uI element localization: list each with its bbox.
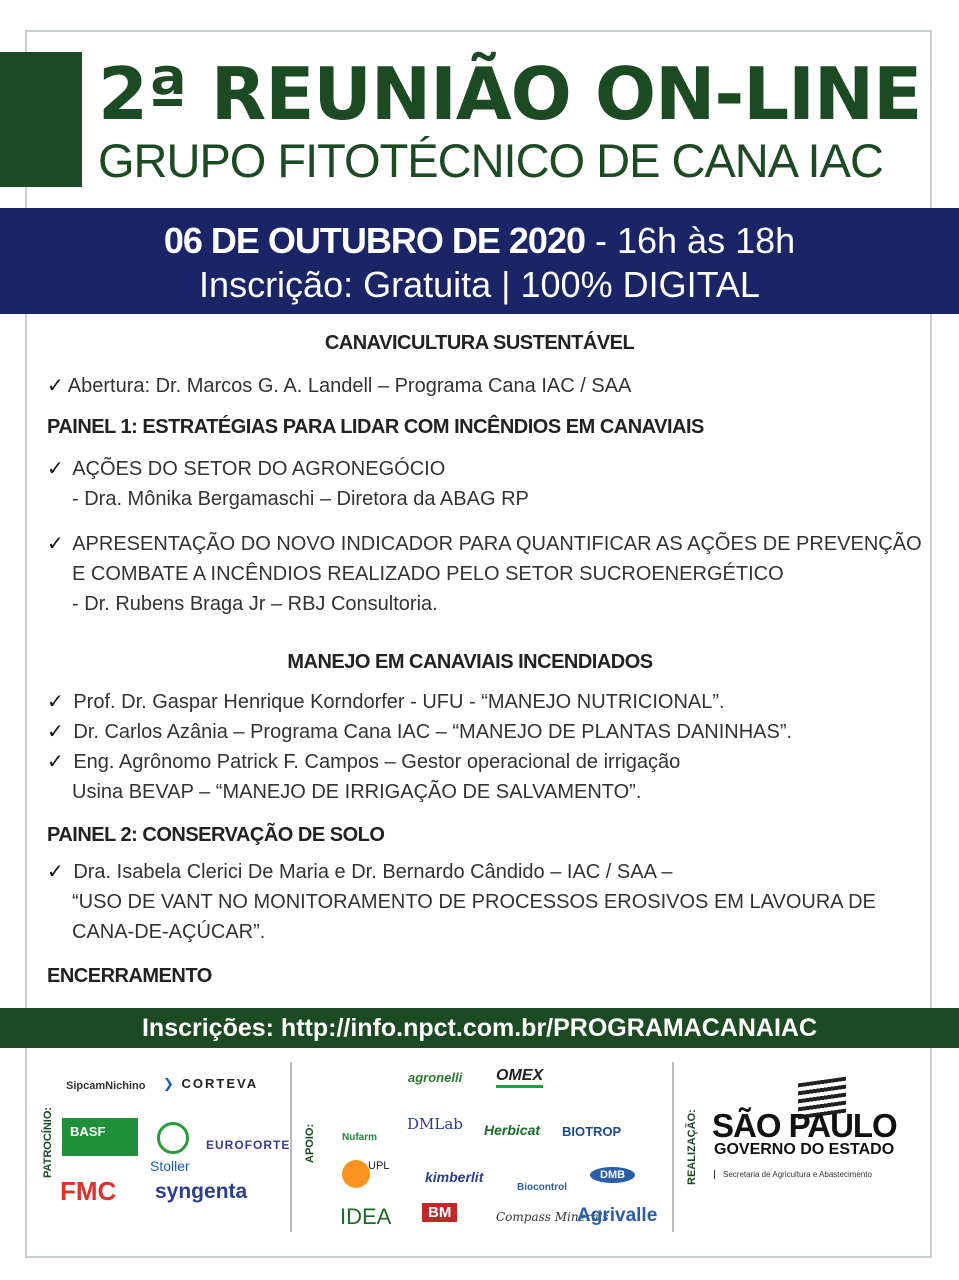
logo-bm: BM <box>422 1203 457 1222</box>
logo-herbicat: Herbicat <box>484 1122 541 1138</box>
logo-dmb: DMB <box>590 1167 635 1183</box>
logo-sipcamnichino: SipcamNichino <box>66 1080 146 1092</box>
realization-label: REALIZAÇÃO: <box>686 1109 698 1185</box>
logo-compass: Compass Minerals <box>496 1210 609 1224</box>
logo-idea: IDEA <box>340 1204 392 1229</box>
check-icon: ✓ <box>47 375 64 397</box>
logo-fmc: FMC <box>60 1176 117 1206</box>
registration-link[interactable]: Inscrições: http://info.npct.com.br/PROGRAMACANAIAC <box>0 1008 959 1048</box>
logo-biocontrol: Biocontrol <box>517 1182 567 1193</box>
date-banner <box>0 208 959 314</box>
logo-kimberlit: kimberlit <box>425 1169 484 1185</box>
check-icon: ✓ <box>47 721 64 743</box>
registration-info: Inscrição: Gratuita | 100% DIGITAL <box>199 264 760 305</box>
page-title: 2ª REUNIÃO ON-LINE <box>98 52 922 136</box>
list-item: ✓ Prof. Dr. Gaspar Henrique Korndorfer - UFU - “MANEJO NUTRICIONAL”. <box>47 691 725 713</box>
support-label: APOIO: <box>304 1123 316 1163</box>
logo-biotrop: BIOTROP <box>562 1124 622 1139</box>
gov-subtitle: GOVERNO DO ESTADO <box>714 1141 895 1158</box>
sponsor-label: PATROCÍNIO: <box>42 1106 54 1178</box>
logo-omex: OMEX <box>496 1067 543 1088</box>
logo-corteva: ❯ CORTEVA <box>163 1076 259 1091</box>
logo-syngenta: syngenta <box>155 1180 248 1203</box>
stoller-icon <box>157 1122 189 1154</box>
event-time: - 16h às 18h <box>585 220 796 261</box>
gov-department: Secretaria de Agricultura e Abastecimento <box>714 1170 872 1179</box>
green-accent-block <box>0 52 82 187</box>
logo-nufarm: Nufarm <box>342 1132 378 1143</box>
panel-heading: PAINEL 2: CONSERVAÇÃO DE SOLO <box>47 824 385 846</box>
list-item: ✓ Eng. Agrônomo Patrick F. Campos – Gestor operacional de irrigação Usina BEVAP – “MANEJO DE IRRIGAÇÃO DE SALVAMENTO”. <box>47 751 681 803</box>
logo-basf: BASF <box>62 1118 138 1156</box>
logo-sao-paulo: SÃO PAULO <box>712 1107 897 1144</box>
list-item: ✓ Dra. Isabela Clerici De Maria e Dr. Bernardo Cândido – IAC / SAA – “USO DE VANT NO MONITORAMENTO DE PROCESSOS EROSIVOS EM LAVOURA DE CANA-DE-AÇÚCAR”. <box>47 861 876 943</box>
logo-stoller: Stoller <box>150 1158 190 1174</box>
list-item: ✓ AÇÕES DO SETOR DO AGRONEGÓCIO - Dra. Mônika Bergamaschi – Diretora da ABAG RP <box>47 458 529 510</box>
check-icon: ✓ <box>47 861 64 883</box>
closing-heading: ENCERRAMENTO <box>47 965 212 987</box>
logo-upl: UPL <box>368 1160 390 1172</box>
event-date: 06 DE OUTUBRO DE 2020 <box>163 220 585 261</box>
check-icon: ✓ <box>47 751 64 773</box>
list-item: ✓ Abertura: Dr. Marcos G. A. Landell – Programa Cana IAC / SAA <box>47 375 632 397</box>
panel-heading: PAINEL 1: ESTRATÉGIAS PARA LIDAR COM INCÊNDIOS EM CANAVIAIS <box>47 416 704 438</box>
section-heading: MANEJO EM CANAVIAIS INCENDIADOS <box>287 651 653 673</box>
list-item: ✓ APRESENTAÇÃO DO NOVO INDICADOR PARA QUANTIFICAR AS AÇÕES DE PREVENÇÃO E COMBATE A INCÊNDIOS REALIZADO PELO SETOR SUCROENERGÉTICO - Dr. Rubens Braga Jr – RBJ Consultoria. <box>47 533 922 615</box>
check-icon: ✓ <box>47 458 64 480</box>
section-heading: CANAVICULTURA SUSTENTÁVEL <box>324 332 635 354</box>
logo-agronelli: agronelli <box>408 1070 463 1085</box>
logo-euroforte: EUROFORTE <box>206 1138 291 1152</box>
page-subtitle: GRUPO FITOTÉCNICO DE CANA IAC <box>98 134 883 187</box>
logo-agrivalle: Agrivalle <box>577 1205 658 1226</box>
check-icon: ✓ <box>47 533 64 555</box>
divider <box>290 1062 292 1232</box>
divider <box>672 1062 674 1232</box>
upl-icon <box>342 1160 370 1188</box>
check-icon: ✓ <box>47 691 64 713</box>
list-item: ✓ Dr. Carlos Azânia – Programa Cana IAC – “MANEJO DE PLANTAS DANINHAS”. <box>47 721 793 743</box>
logo-dmlab: DMLab <box>407 1115 463 1133</box>
